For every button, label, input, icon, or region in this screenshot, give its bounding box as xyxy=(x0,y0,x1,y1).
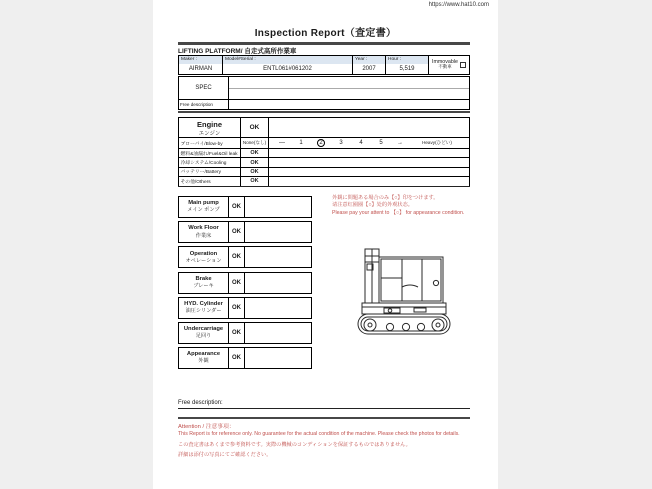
check-label-jp: オペレーション xyxy=(185,257,222,264)
check-label xyxy=(179,348,229,368)
check-status: OK xyxy=(229,348,245,368)
check-blank xyxy=(245,197,311,217)
check-section-appearance xyxy=(178,347,312,369)
attention-line-jp1: この査定書はあくまで参考資料です。実際の機械のコンディションを保証するものではありません。 xyxy=(178,442,411,448)
immovable-label-jp: 不動車 xyxy=(438,64,452,70)
row-blank xyxy=(269,149,469,157)
scale-2-selected: 2 xyxy=(317,139,325,147)
machine-diagram xyxy=(350,247,462,339)
appearance-note xyxy=(332,195,482,217)
model-serial-value: ENTL061#061202 xyxy=(223,64,353,75)
check-label-jp: 足回り xyxy=(195,333,212,340)
check-status: OK xyxy=(229,273,245,293)
check-blank xyxy=(245,298,311,318)
blowby-label: ブローバイ/Blow-by xyxy=(179,138,241,148)
engine-row-battery xyxy=(179,167,469,176)
maker-header: Maker : xyxy=(179,56,223,64)
free-description-line xyxy=(178,408,470,409)
check-status: OK xyxy=(229,197,245,217)
check-label xyxy=(179,197,229,217)
engine-title-cell xyxy=(179,118,241,137)
machine-info-table xyxy=(178,55,470,75)
row-status: OK xyxy=(241,177,269,185)
check-section-hyd-cylinder xyxy=(178,297,312,319)
attention-line-en: This Report is for reference only. No guarantee for the actual condition of the machine. Please check the photos for details. xyxy=(178,431,460,437)
check-label xyxy=(179,323,229,343)
immovable-label-en: Immovable xyxy=(432,58,458,65)
attention-title: Attention / 注意事項： xyxy=(178,424,235,430)
scale-4: 4 xyxy=(359,140,363,146)
report-title: Inspection Report（査定書） xyxy=(254,28,397,39)
check-label-jp: 作業床 xyxy=(195,232,212,239)
check-label-en: Undercarriage xyxy=(183,326,224,333)
maker-value: AIRMAN xyxy=(179,64,223,75)
engine-header-row xyxy=(179,118,469,137)
free-description-row xyxy=(179,100,469,109)
blowby-heavy-label: Heavy(ひどい) xyxy=(422,140,452,145)
blowby-none-label: None(なし) xyxy=(241,138,269,148)
bottom-divider xyxy=(178,417,470,419)
check-label-en: Main pump xyxy=(188,200,219,207)
blowby-row xyxy=(179,137,469,148)
model-serial-header: Model#Serial : xyxy=(223,56,353,64)
row-label: その他/Others xyxy=(179,177,241,185)
scale-1: 1 xyxy=(299,140,303,146)
hour-header: Hour : xyxy=(386,56,429,64)
check-section-brake xyxy=(178,272,312,294)
check-blank xyxy=(245,247,311,267)
free-description-label: Free description xyxy=(179,100,229,109)
check-label-en: Work Floor xyxy=(188,225,219,232)
check-label xyxy=(179,247,229,267)
check-label xyxy=(179,298,229,318)
spec-value-line2 xyxy=(229,89,469,100)
machine-info-value-row xyxy=(179,64,429,75)
immovable-cell xyxy=(429,56,469,74)
spec-row xyxy=(179,77,469,100)
immovable-label xyxy=(432,60,458,71)
engine-row-fuel-oil-leak xyxy=(179,148,469,157)
scale-arrow: → xyxy=(397,140,403,146)
check-label-en: Operation xyxy=(189,250,218,257)
check-sections xyxy=(178,196,312,372)
check-blank xyxy=(245,323,311,343)
blowby-scale xyxy=(269,138,469,148)
immovable-checkbox xyxy=(460,62,466,68)
row-label: バッテリー/Battery xyxy=(179,168,241,176)
engine-status: OK xyxy=(241,118,269,137)
row-label: 燃料&油漏れ/Fuel&Oil leak xyxy=(179,149,241,157)
year-value: 2007 xyxy=(353,64,386,75)
hour-value: 5,519 xyxy=(386,64,429,75)
engine-title-en: Engine xyxy=(196,119,222,129)
free-description-value xyxy=(229,100,469,109)
check-label-en: HYD. Cylinder xyxy=(184,300,223,307)
check-status: OK xyxy=(229,298,245,318)
check-label xyxy=(179,273,229,293)
spec-table xyxy=(178,76,470,110)
appearance-note-en: Please pay your attent to 【○】 for appearance condition. xyxy=(332,209,465,216)
machine-type-heading: LIFTING PLATFORM/ 自走式高所作業車 xyxy=(178,48,297,55)
row-label: 冷却システム/Cooling xyxy=(179,158,241,166)
engine-header-blank xyxy=(269,118,469,137)
row-status: OK xyxy=(241,158,269,166)
check-label xyxy=(179,222,229,242)
attention-line-jp2: 詳細は添付の写真にてご確認ください。 xyxy=(178,452,272,458)
spec-value-area xyxy=(229,77,469,99)
check-blank xyxy=(245,273,311,293)
check-status: OK xyxy=(229,222,245,242)
spec-value-line1 xyxy=(229,77,469,89)
spec-label: SPEC xyxy=(179,77,229,99)
check-label-en: Brake xyxy=(195,275,212,282)
row-blank xyxy=(269,158,469,166)
check-section-undercarriage xyxy=(178,322,312,344)
source-url: https://www.hat10.com xyxy=(428,2,489,8)
year-header: Year : xyxy=(353,56,386,64)
appearance-note-cn: 请注意红圈圈【○】处的外观状态。 xyxy=(332,202,413,209)
check-section-main-pump xyxy=(178,196,312,218)
row-blank xyxy=(269,168,469,176)
check-blank xyxy=(245,222,311,242)
engine-row-cooling xyxy=(179,157,469,166)
scale-3: 3 xyxy=(339,140,343,146)
scale-5: 5 xyxy=(379,140,383,146)
check-section-operation xyxy=(178,246,312,268)
engine-row-others xyxy=(179,176,469,185)
check-label-jp: メイン ポンプ xyxy=(187,207,220,214)
title-divider xyxy=(178,42,470,45)
check-section-work-floor xyxy=(178,221,312,243)
engine-title-jp: エンジン xyxy=(198,130,221,137)
machine-info-columns xyxy=(179,56,429,74)
report-page xyxy=(153,0,498,489)
engine-table-underline xyxy=(178,186,470,187)
check-status: OK xyxy=(229,247,245,267)
check-label-en: Appearance xyxy=(186,351,221,358)
bottom-free-description-label: Free description: xyxy=(178,400,223,406)
appearance-note-jp: 外観に問題ある場合のみ【○】印をつけます。 xyxy=(332,195,439,201)
check-blank xyxy=(245,348,311,368)
check-label-jp: 油圧シリンダー xyxy=(185,308,222,315)
row-blank xyxy=(269,177,469,185)
row-status: OK xyxy=(241,149,269,157)
scale-dash: — xyxy=(279,140,285,146)
machine-info-header-row xyxy=(179,56,429,64)
check-label-jp: 外観 xyxy=(198,358,209,365)
check-label-jp: ブレーキ xyxy=(193,282,214,289)
check-status: OK xyxy=(229,323,245,343)
engine-table xyxy=(178,117,470,187)
section-divider xyxy=(178,111,470,113)
row-status: OK xyxy=(241,168,269,176)
